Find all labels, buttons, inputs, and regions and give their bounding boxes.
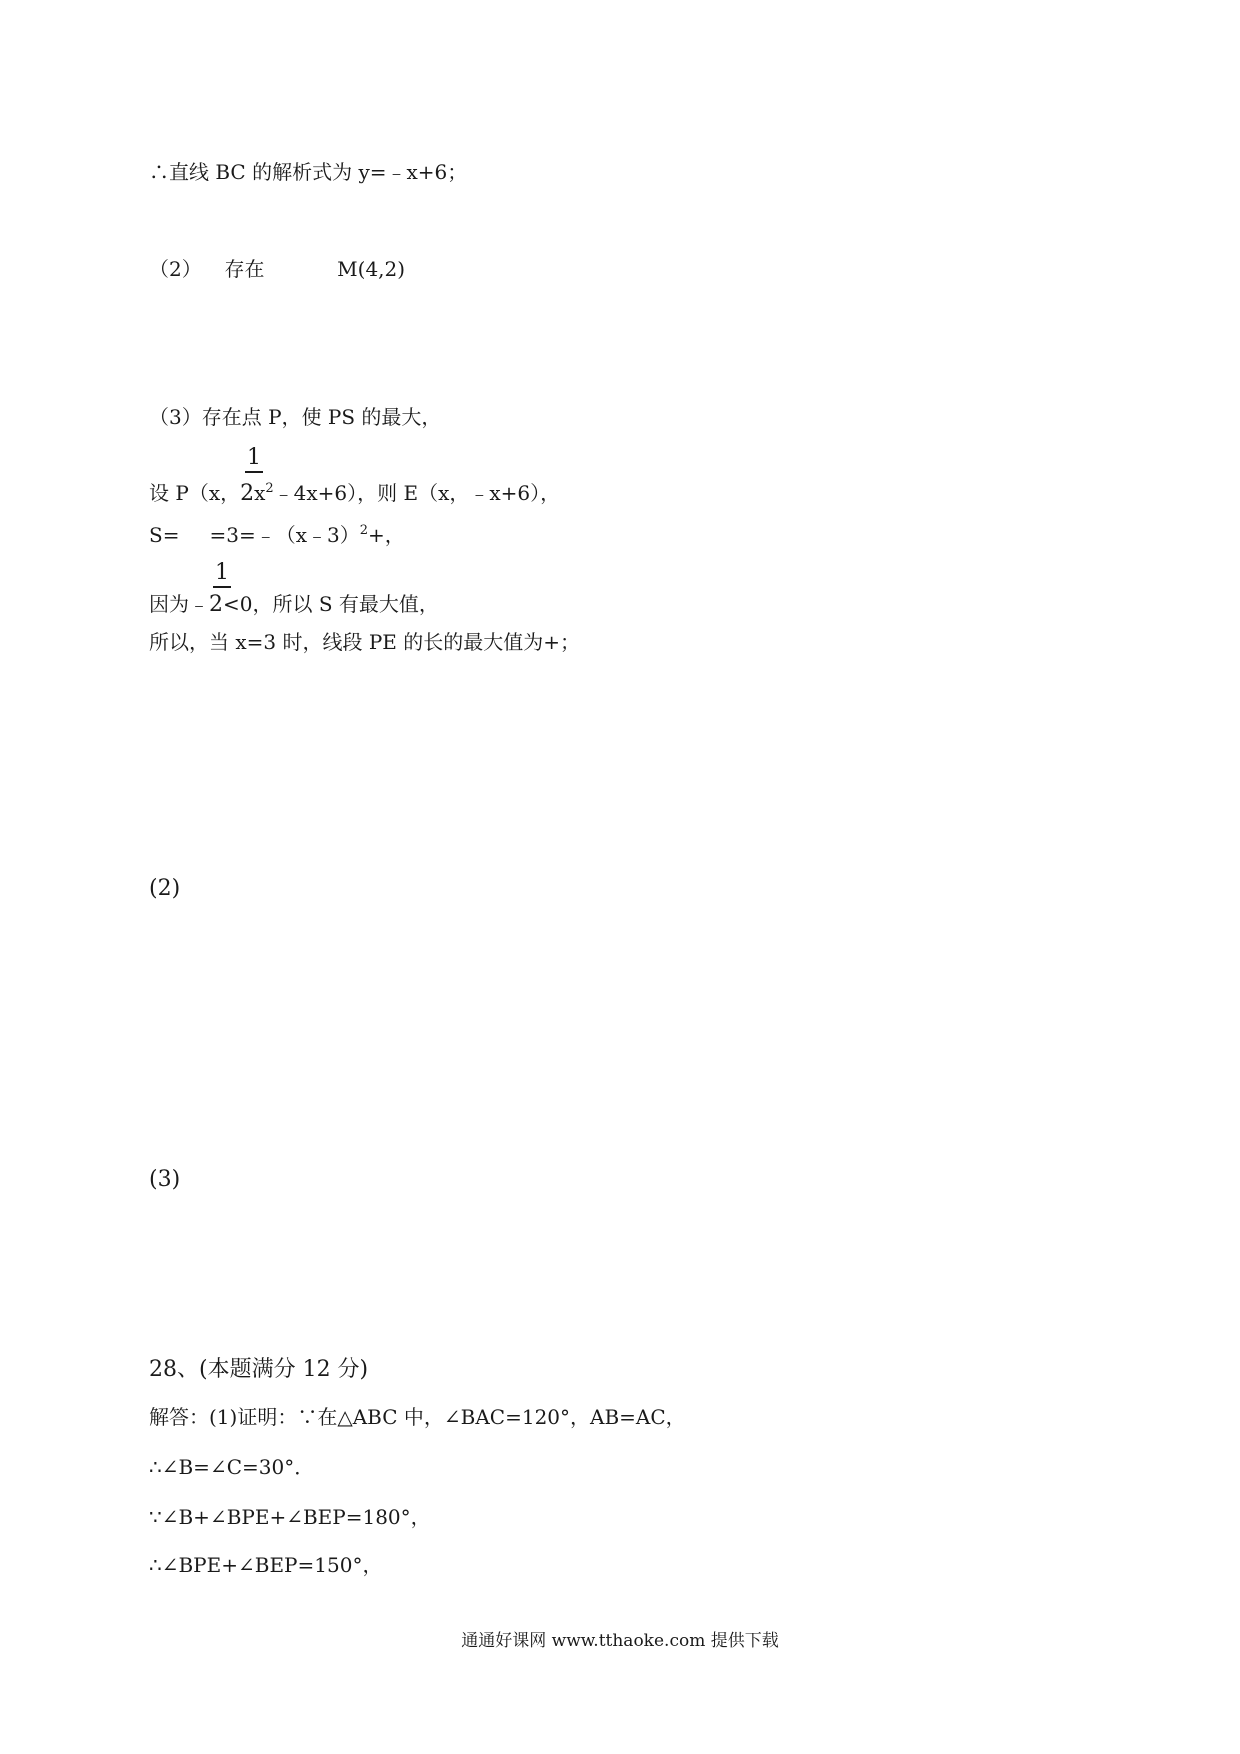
set-p-part-b: x	[254, 481, 266, 505]
conclusion-line	[149, 630, 580, 654]
because-fraction-numerator: 1	[215, 560, 229, 585]
q28-line-2	[149, 1455, 314, 1479]
s-eq-part-c: +，	[368, 523, 405, 547]
part3-intro: （3）存在点 P，使 PS 的最大，	[149, 405, 442, 429]
footer-text: 通通好课网 www.tthaoke.com 提供下载	[461, 1631, 779, 1651]
s-eq-exponent: 2	[359, 523, 368, 538]
set-p-part-c: ﹣4x+6），则 E（x，﹣x+6），	[273, 481, 561, 505]
because-fraction-bar	[213, 586, 231, 588]
section-3-label: (3)	[149, 1167, 181, 1192]
set-p-part-a: 设 P（x，	[149, 481, 241, 505]
q28-heading	[149, 1357, 368, 1383]
q28-line-4-text: ∴∠BPE+∠BEP=150°，	[149, 1553, 383, 1577]
because-line	[149, 592, 439, 617]
part2-line	[149, 257, 405, 281]
q28-line-1-text: 解答：(1)证明：∵在△ABC 中，∠BAC=120°，AB=AC，	[149, 1405, 686, 1429]
set-p-exponent: 2	[265, 481, 274, 496]
q28-line-1	[149, 1405, 686, 1429]
set-p-fraction-denominator: 2	[240, 481, 255, 506]
section-2-line	[149, 877, 180, 901]
set-p-fraction-bar	[245, 471, 263, 473]
part2-text: 存在	[224, 257, 265, 281]
bc-formula: ∴直线 BC 的解析式为 y=﹣x+6；	[149, 160, 468, 184]
because-part-a: 因为﹣	[149, 592, 209, 616]
q28-line-2-text: ∴∠B=∠C=30°．	[149, 1455, 315, 1479]
part2-label: （2）	[149, 257, 202, 281]
because-fraction-denominator: 2	[209, 592, 223, 617]
page-footer	[0, 1630, 1240, 1652]
s-eq-part-a: S=	[149, 523, 180, 547]
s-equation-line	[149, 519, 405, 547]
q28-line-4	[149, 1553, 382, 1577]
q28-line-3	[149, 1505, 431, 1529]
set-p-line	[149, 477, 560, 506]
bc-formula-line	[149, 160, 467, 184]
q28-heading-text: 28、(本题满分 12 分)	[149, 1357, 369, 1382]
section-3-line	[149, 1168, 180, 1192]
section-2-label: (2)	[149, 876, 181, 901]
s-eq-part-b: =3=﹣（x﹣3）	[209, 523, 360, 547]
part3-intro-line	[149, 405, 441, 429]
because-part-b: <0，所以 S 有最大值，	[223, 592, 439, 616]
part2-point: M(4,2)	[337, 257, 406, 281]
q28-line-3-text: ∵∠B+∠BPE+∠BEP=180°，	[149, 1505, 431, 1529]
conclusion: 所以，当 x=3 时，线段 PE 的长的最大值为+；	[149, 630, 581, 654]
set-p-fraction-numerator: 1	[247, 445, 261, 470]
